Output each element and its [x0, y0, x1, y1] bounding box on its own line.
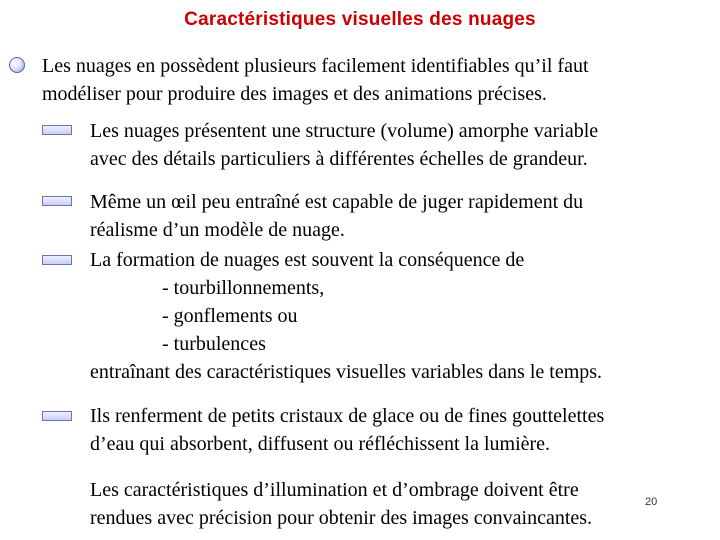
closing-line-2: rendues avec précision pour obtenir des images convaincantes.	[90, 507, 593, 529]
rect-bullet-icon	[42, 125, 72, 135]
closing-line-1: Les caractéristiques d’illumination et d’ombrage doivent être	[90, 479, 579, 501]
rect-bullet-icon	[42, 411, 72, 421]
intro-line-2: modéliser pour produire des images et des animations précises.	[42, 83, 547, 105]
point-composition-line-2: d’eau qui absorbent, diffusent ou réfléchissent la lumière.	[90, 433, 551, 455]
rect-bullet-icon	[42, 255, 72, 265]
point-realism	[90, 188, 583, 244]
formation-item-tourbillonnements: - tourbillonnements,	[162, 277, 325, 299]
circle-bullet-icon	[9, 57, 25, 73]
point-realism-line-2: réalisme d’un modèle de nuage.	[90, 219, 345, 241]
point-composition-line-1: Ils renferment de petits cristaux de glace ou de fines gouttelettes	[90, 405, 605, 427]
formation-item-gonflements: - gonflements ou	[162, 305, 298, 327]
point-realism-line-1: Même un œil peu entraîné est capable de juger rapidement du	[90, 191, 584, 213]
point-structure-line-1: Les nuages présentent une structure (volume) amorphe variable	[90, 120, 599, 142]
point-formation-tail: entraînant des caractéristiques visuelles variables dans le temps.	[90, 361, 603, 383]
intro-line-1: Les nuages en possèdent plusieurs facilement identifiables qu’il faut	[42, 55, 589, 77]
slide-title: Caractéristiques visuelles des nuages	[184, 9, 536, 30]
point-structure	[90, 117, 598, 173]
rect-bullet-icon	[42, 196, 72, 206]
intro-paragraph	[42, 52, 589, 108]
point-formation-lead: La formation de nuages est souvent la conséquence de	[90, 249, 525, 271]
point-formation	[90, 246, 602, 386]
page-number: 20	[645, 496, 658, 508]
point-structure-line-2: avec des détails particuliers à différentes échelles de grandeur.	[90, 148, 588, 170]
closing-paragraph	[90, 476, 592, 532]
formation-item-turbulences: - turbulences	[162, 333, 266, 355]
point-composition	[90, 402, 604, 458]
